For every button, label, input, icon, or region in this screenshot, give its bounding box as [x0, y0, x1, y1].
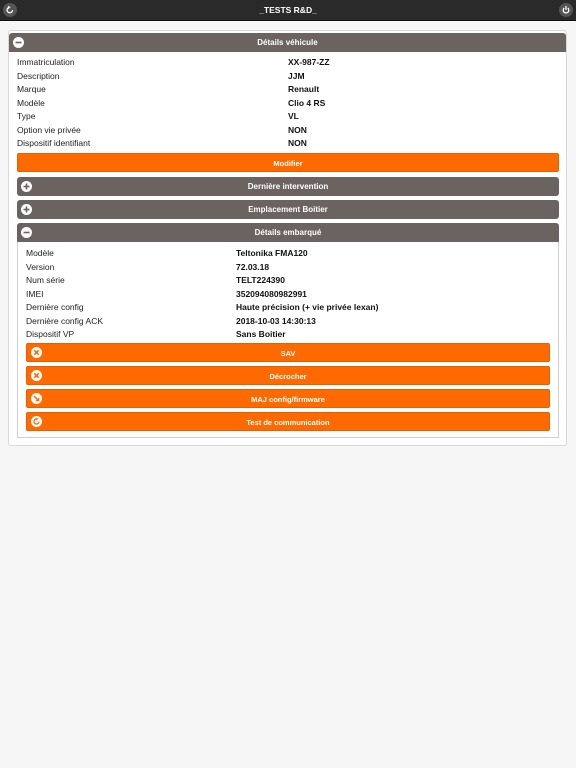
onboard-row-key: Modèle	[26, 248, 54, 258]
app-title: _TESTS R&D_	[259, 5, 317, 15]
test-communication-button[interactable]	[26, 412, 550, 431]
vehicle-row	[17, 137, 557, 150]
onboard-row-key: Dernière config ACK	[26, 315, 104, 326]
last-intervention-header[interactable]	[17, 177, 559, 196]
sav-label: SAV	[280, 349, 296, 358]
vehicle-row-value: Renault	[288, 84, 320, 94]
vehicle-row-key: Modèle	[17, 97, 45, 108]
power-button[interactable]	[559, 3, 573, 17]
vehicle-row-key: Immatriculation	[17, 57, 75, 67]
vehicle-row-value: JJM	[288, 70, 305, 81]
x-circle-icon	[31, 347, 42, 358]
vehicle-row-value: NON	[288, 124, 307, 135]
vehicle-row-key: Marque	[17, 84, 46, 94]
unhook-label: Décrocher	[269, 372, 307, 381]
onboard-row-value: 352094080982991	[236, 288, 307, 299]
onboard-row-key: Version	[26, 261, 55, 272]
top-bar	[0, 0, 576, 21]
onboard-details-title: Détails embarqué	[254, 228, 322, 237]
onboard-row-value: Haute précision (+ vie privée lexan)	[236, 302, 379, 312]
vehicle-row-value: Clio 4 RS	[288, 97, 326, 108]
update-config-label: MAJ config/firmware	[251, 395, 325, 404]
onboard-row-value: 2018-10-03 14:30:13	[236, 315, 316, 326]
last-intervention-title: Dernière intervention	[247, 182, 329, 191]
vehicle-row-value: XX-987-ZZ	[288, 57, 330, 67]
unhook-button[interactable]	[26, 366, 550, 385]
onboard-row-value: Sans Boitier	[236, 329, 286, 339]
onboard-details-header[interactable]	[17, 223, 559, 242]
refresh-icon	[31, 416, 42, 427]
vehicle-row-value: NON	[288, 138, 307, 148]
vehicle-row-key: Description	[17, 70, 60, 81]
vehicle-row	[17, 97, 557, 110]
vehicle-row-key: Option vie privée	[17, 124, 81, 135]
onboard-row	[26, 261, 556, 274]
details-card	[8, 30, 567, 446]
test-communication-label: Test de communication	[246, 418, 330, 427]
onboard-row	[26, 301, 556, 314]
onboard-row-value: TELT224390	[236, 275, 285, 285]
vehicle-row	[17, 110, 557, 123]
onboard-row-key: Dernière config	[26, 302, 84, 312]
onboard-row-value: 72.03.18	[236, 261, 270, 272]
vehicle-row	[17, 70, 557, 83]
vehicle-row-key: Type	[17, 111, 36, 121]
box-location-header[interactable]	[17, 200, 559, 219]
onboard-row-key: Dispositif VP	[26, 329, 75, 339]
onboard-row-key: Num série	[26, 275, 65, 285]
vehicle-row-value: VL	[288, 111, 299, 121]
modify-button[interactable]: Modifier	[17, 153, 559, 172]
x-circle-icon	[31, 370, 42, 381]
vehicle-details-header[interactable]	[9, 33, 566, 52]
vehicle-row	[17, 56, 557, 69]
vehicle-details-title: Détails véhicule	[257, 38, 318, 47]
onboard-row	[26, 274, 556, 287]
onboard-row	[26, 328, 556, 341]
vehicle-row	[17, 83, 557, 96]
arrow-down-right-icon	[31, 393, 42, 404]
onboard-row	[26, 247, 556, 260]
sav-button[interactable]	[26, 343, 550, 362]
update-config-button[interactable]	[26, 389, 550, 408]
onboard-row-value: Teltonika FMA120	[236, 248, 308, 258]
vehicle-row	[17, 124, 557, 137]
power-icon	[561, 5, 571, 15]
onboard-row	[26, 288, 556, 301]
onboard-row	[26, 315, 556, 328]
onboard-row-key: IMEI	[26, 288, 44, 299]
vehicle-row-key: Dispositif identifiant	[17, 138, 91, 148]
box-location-title: Emplacement Boitier	[248, 205, 328, 214]
